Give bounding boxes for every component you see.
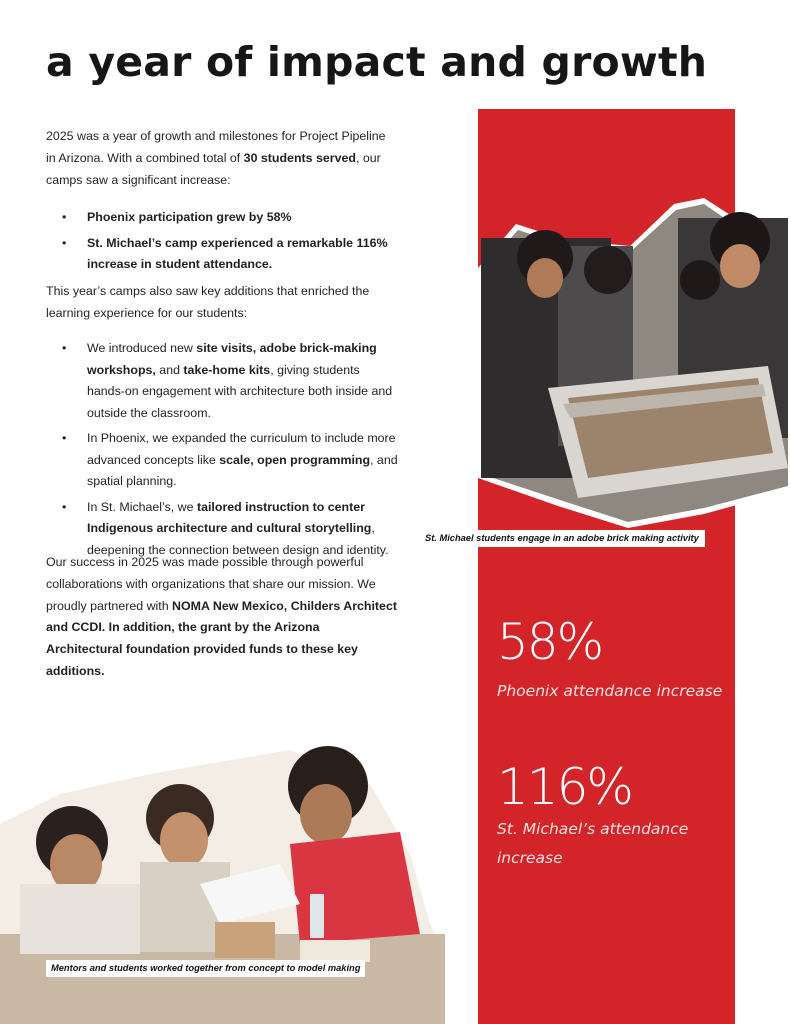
addition-item-phoenix-curriculum (46, 428, 398, 493)
growth-bullet-st-michael (46, 233, 398, 276)
photo-bottom-caption: Mentors and students worked together from concept to model making (46, 960, 365, 977)
growth-bullet-st-michael-text: St. Michael’s camp experienced a remarkable 116% increase in student attendance. (87, 235, 388, 271)
stat-phoenix-value: 58% (497, 613, 603, 671)
addition-1-text-3: , giving students hands-on engagement with architecture both inside and outside the classroom. (87, 362, 393, 420)
addition-3-text-2: , deepening the connection between design and identity. (87, 521, 389, 557)
stat-st-michael-value: 116% (497, 758, 632, 816)
additions-intro-paragraph: This year’s camps also saw key additions that enriched the learning experience for our students: (46, 284, 370, 320)
growth-bullet-phoenix-text: Phoenix participation grew by 58% (87, 210, 292, 224)
stat-st-michael-label: St. Michael’s attendance increase (497, 820, 689, 867)
addition-1-highlight-2: take-home kits (183, 362, 271, 377)
intro-text-2: , our camps saw a significant increase: (46, 150, 381, 187)
intro-paragraph (46, 126, 398, 191)
stat-phoenix-label: Phoenix attendance increase (497, 682, 723, 700)
addition-3-highlight: tailored instruction to center Indigenous architecture and cultural storytelling (87, 499, 372, 535)
intro-highlight: 30 students served (243, 150, 356, 165)
closing-paragraph (46, 552, 398, 683)
growth-bullet-phoenix (46, 207, 398, 229)
adobe-brick-photo (478, 198, 791, 528)
addition-1-text-1: We introduced new (87, 341, 197, 355)
addition-2-highlight: scale, open programming (219, 452, 371, 467)
addition-2-text-1: In Phoenix, we expanded the curriculum to include more advanced concepts like (87, 431, 396, 467)
growth-list (46, 207, 398, 280)
page-title: a year of impact and growth (46, 38, 708, 86)
addition-2-text-2: , and spatial planning. (87, 452, 398, 488)
addition-3-text-1: In St. Michael’s, we (87, 499, 197, 514)
intro-text-1: 2025 was a year of growth and milestones for Project Pipeline in Arizona. With a combined total of (46, 129, 386, 165)
closing-text: Our success in 2025 was made possible through powerful collaborations with organizations that share our mission. We proudly partnered with (46, 555, 376, 613)
closing-partners: NOMA New Mexico, Childers Architect and CCDI. In addition, the grant by the Arizona Architectural foundation provided funds to these key additions. (46, 598, 397, 678)
model-making-photo (0, 744, 445, 1024)
additions-list (46, 338, 398, 565)
photo-top-caption: St. Michael students engage in an adobe brick making activity (419, 530, 705, 547)
addition-item-site-visits (46, 338, 398, 424)
addition-1-text-2: and (155, 362, 184, 377)
addition-1-highlight-1: site visits, adobe brick-making workshops, (87, 341, 377, 377)
